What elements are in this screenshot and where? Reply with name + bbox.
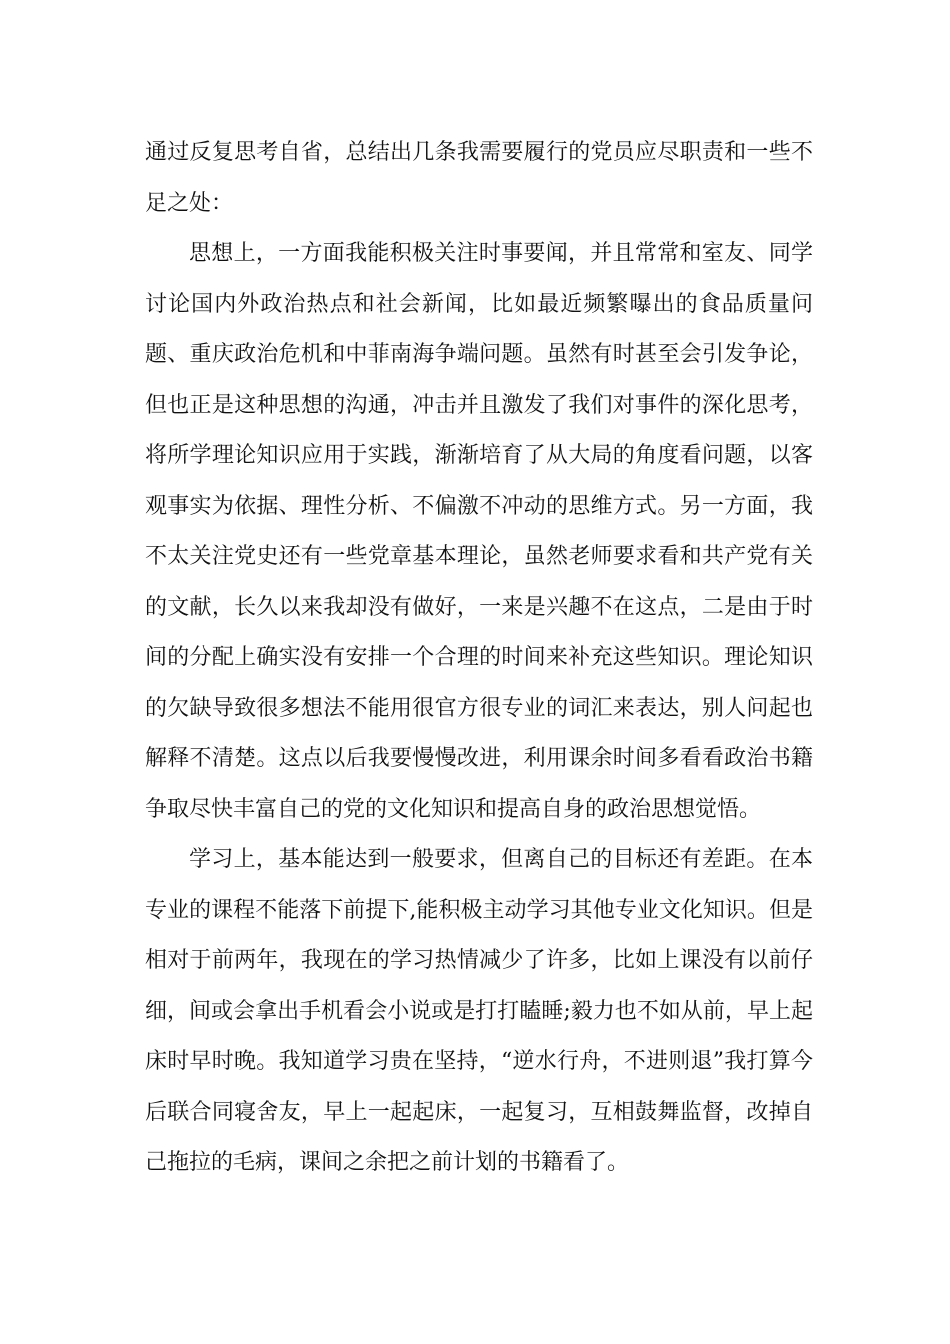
- paragraph-study: 学习上，基本能达到一般要求，但离自己的目标还有差距。在本专业的课程不能落下前提下,能积极主动学习其他专业文化知识。但是相对于前两年，我现在的学习热情减少了许多，比如上课没有以前仔细，间或会拿出手机看会小说或是打打瞌睡;毅力也不如从前，早上起床时早时晚。我知道学习贵在坚持，“逆水行舟，不进则退”我打算今后联合同寝舍友，早上一起起床，一起复习，互相鼓舞监督，改掉自己拖拉的毛病，课间之余把之前计划的书籍看了。: [145, 847, 813, 1175]
- paragraph-intro: 通过反复思考自省，总结出几条我需要履行的党员应尽职责和一些不足之处：: [145, 140, 813, 216]
- document-body: [145, 128, 813, 1189]
- paragraph-thought: 思想上，一方面我能积极关注时事要闻，并且常常和室友、同学讨论国内外政治热点和社会新闻，比如最近频繁曝出的食品质量问题、重庆政治危机和中菲南海争端问题。虽然有时甚至会引发争论，但也正是这种思想的沟通，冲击并且激发了我们对事件的深化思考，将所学理论知识应用于实践，渐渐培育了从大局的角度看问题，以客观事实为依据、理性分析、不偏激不冲动的思维方式。另一方面，我不太关注党史还有一些党章基本理论，虽然老师要求看和共产党有关的文献，长久以来我却没有做好，一来是兴趣不在这点，二是由于时间的分配上确实没有安排一个合理的时间来补充这些知识。理论知识的欠缺导致很多想法不能用很官方很专业的词汇来表达，别人问起也解释不清楚。这点以后我要慢慢改进，利用课余时间多看看政治书籍争取尽快丰富自己的党的文化知识和提高自身的政治思想觉悟。: [145, 241, 813, 822]
